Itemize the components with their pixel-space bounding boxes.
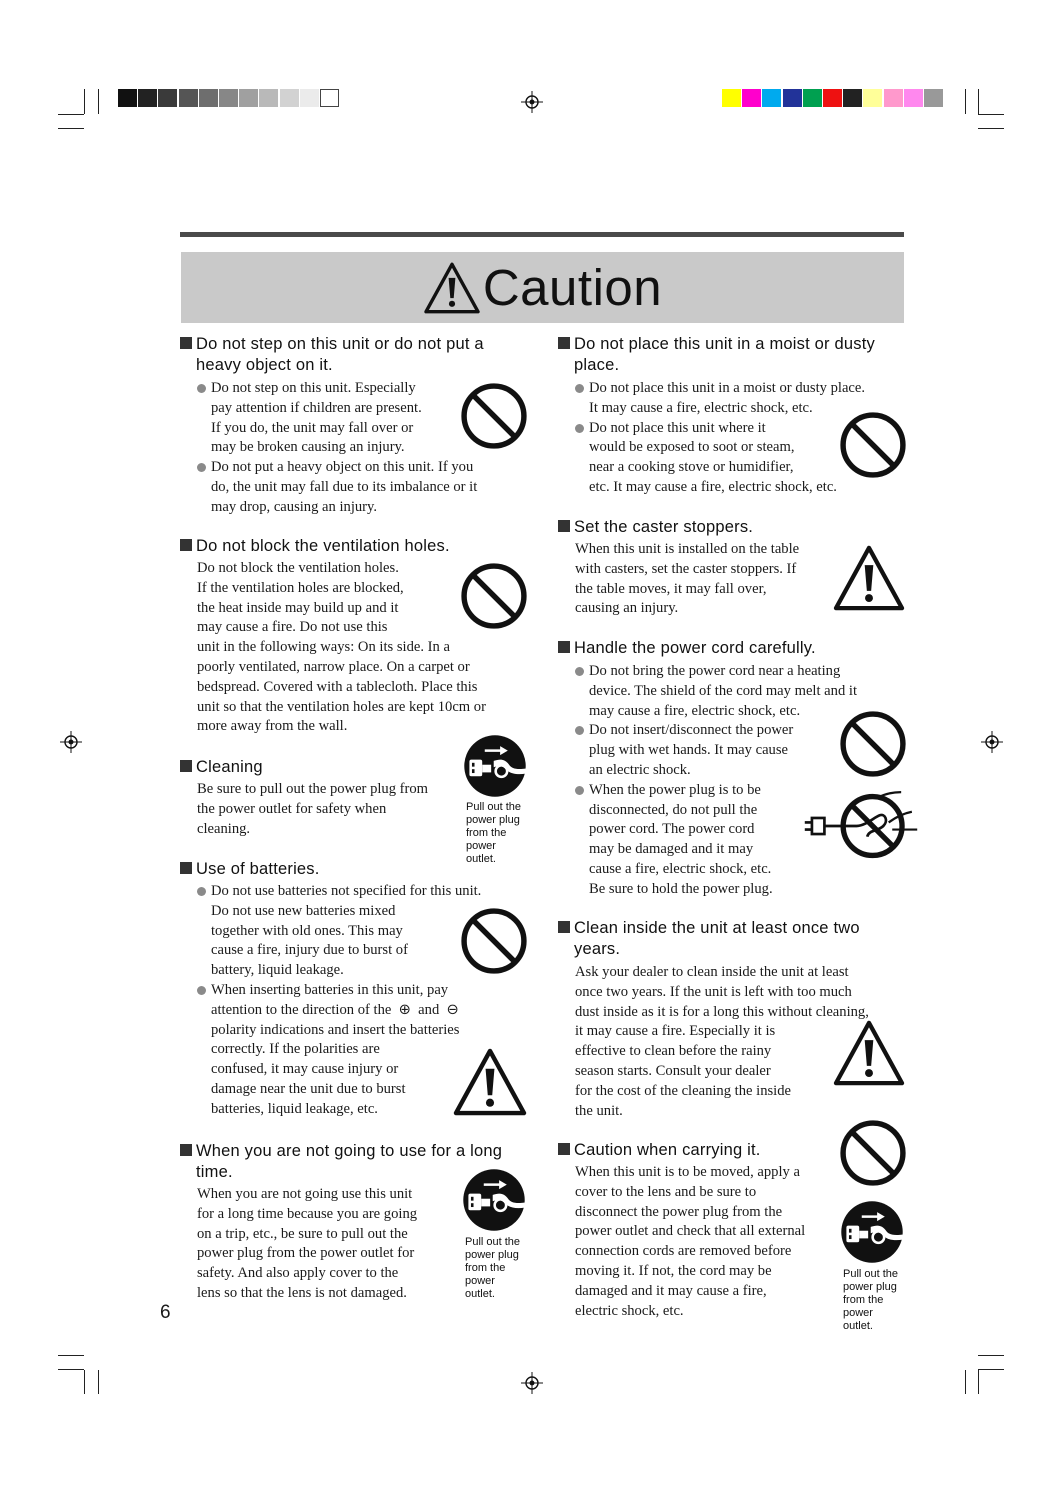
section-body: Be sure to pull out the power plug from the power outlet for safety when cleaning. [197,781,429,837]
prohibition-icon [460,907,528,975]
gray-swatch [259,89,278,107]
gray-swatch [199,89,218,107]
color-swatch [904,89,923,107]
gray-swatch [179,89,198,107]
gray-swatch [219,89,238,107]
section-heading: Use of batteries. [180,859,530,880]
color-swatch [863,89,882,107]
section-heading: When you are not going to use for a long time. [180,1141,530,1183]
color-swatch [722,89,741,107]
page-number: 6 [160,1302,171,1323]
prohibition-icon [839,710,907,778]
registration-target-icon [521,1372,543,1394]
section-body: When this unit is to be moved, apply a cover to the lens and be sure to disconnect the power plug from the power outlet and check that all external connection cords are removed before moving it. If not, the cord may be damaged and it may cause a fire, electric shock, etc. [575,1164,806,1319]
color-swatch [924,89,943,107]
gray-swatch [158,89,177,107]
icon-caption: Pull out the power plug from the power outlet. [465,1236,521,1300]
top-rule [180,232,904,237]
gray-swatch [138,89,157,107]
registration-target-icon [521,91,543,113]
section-heading: Set the caster stoppers. [558,517,903,538]
section-heading: Cleaning [180,757,440,778]
gray-swatch [320,89,339,107]
section-body: When this unit is installed on the table with casters, set the caster stoppers. If the table moves, it may fall over, causing an injury. [575,541,800,617]
section-heading: Do not step on this unit or do not put a heavy object on it. [180,334,530,376]
registration-target-icon [60,731,82,753]
section-body: Ask your dealer to clean inside the unit at least once two years. If the unit is left with too much dust inside as it is for a long this without cleaning, it may cause a fire. Especially it is effective to clean before the rainy season starts. Consult your dealer for the cost of the cleaning the inside the unit. [575,964,869,1119]
gray-swatch [118,89,137,107]
gray-swatch [300,89,319,107]
section-heading: Do not block the ventilation holes. [180,536,530,557]
pull-out-plug-icon [462,1168,526,1232]
warning-triangle-icon [832,545,906,611]
section-heading: Clean inside the unit at least once two years. [558,918,903,960]
warning-triangle-icon [832,1020,906,1086]
color-swatch [783,89,802,107]
warning-triangle-icon [423,262,481,314]
section-body: Do not block the ventilation holes. If the ventilation holes are blocked, the heat inside may build up and it may cause a fire. Do not use this unit in the following ways: On its side. In a poorly ventilated, narrow place. On a carpet or bedspread. Covered with a tablecloth. Place this unit so that the ventilation holes are kept 10cm or more away from the wall. [197,560,486,735]
minus-polarity-icon: ⊖ [446,1001,459,1018]
plus-polarity-icon: ⊕ [398,1001,411,1018]
color-swatch [843,89,862,107]
icon-caption: Pull out the power plug from the power outlet. [843,1268,899,1332]
pull-out-plug-icon [840,1200,904,1264]
color-swatch [742,89,761,107]
section-heading: Handle the power cord carefully. [558,638,903,659]
section-body: Do not bring the power cord near a heating device. The shield of the cord may melt and it may cause a fire, electric shock, etc. Do not insert/disconnect the power plug with wet hands. It may cause an electric shock. When the power plug is to be disconnected, do not pull the power cord. The power cord may be damaged and it may cause a fire, electric shock, etc. Be sure to hold the power plug. [575,662,910,900]
color-swatch [823,89,842,107]
warning-triangle-icon [453,1048,527,1116]
icon-caption: Pull out the power plug from the power outlet. [466,801,522,865]
section-body: Do not step on this unit. Especially pay attention if children are present. If you do, the unit may fall over or may be broken causing an injury. Do not put a heavy object on this unit. If you do, the unit may fall due to its imbalance or it may drop, causing an injury. [197,379,527,518]
page-title: Caution [482,259,663,316]
section-body: Do not use batteries not specified for this unit. Do not use new batteries mixed together with old ones. This may cause a fire, injury due to burst of battery, liquid leakage. When inserting batteries in this unit, pay attention to the direction of the ⊕ and ⊖ polarity indications and insert the batteries correctly. If the polarities are confused, it may cause injury or damage near the unit due to burst batteries, liquid leakage, etc. [197,882,527,1120]
no-pull-cord-icon [803,790,919,862]
prohibition-icon [460,562,528,630]
caution-banner [181,252,904,323]
pull-out-plug-icon [463,734,527,798]
prohibition-icon [839,411,907,479]
prohibition-icon [839,1119,907,1187]
color-swatch [803,89,822,107]
section-body: When you are not going use this unit for a long time because you are going on a trip, etc., be sure to pull out the power plug from the power outlet for safety. And also apply cover to the lens so that the lens is not damaged. [197,1186,418,1301]
registration-target-icon [981,731,1003,753]
section-heading: Do not place this unit in a moist or dusty place. [558,334,903,376]
gray-swatch [239,89,258,107]
gray-swatch [280,89,299,107]
color-swatch [762,89,781,107]
section-body: Do not place this unit in a moist or dusty place. It may cause a fire, electric shock, etc. Do not place this unit where it would be exposed to soot or steam, near a cooking stove or humidifier, etc. It may cause a fire, electric shock, etc. [575,379,910,498]
section-heading: Caution when carrying it. [558,1140,838,1161]
color-swatch [884,89,903,107]
prohibition-icon [460,382,528,450]
